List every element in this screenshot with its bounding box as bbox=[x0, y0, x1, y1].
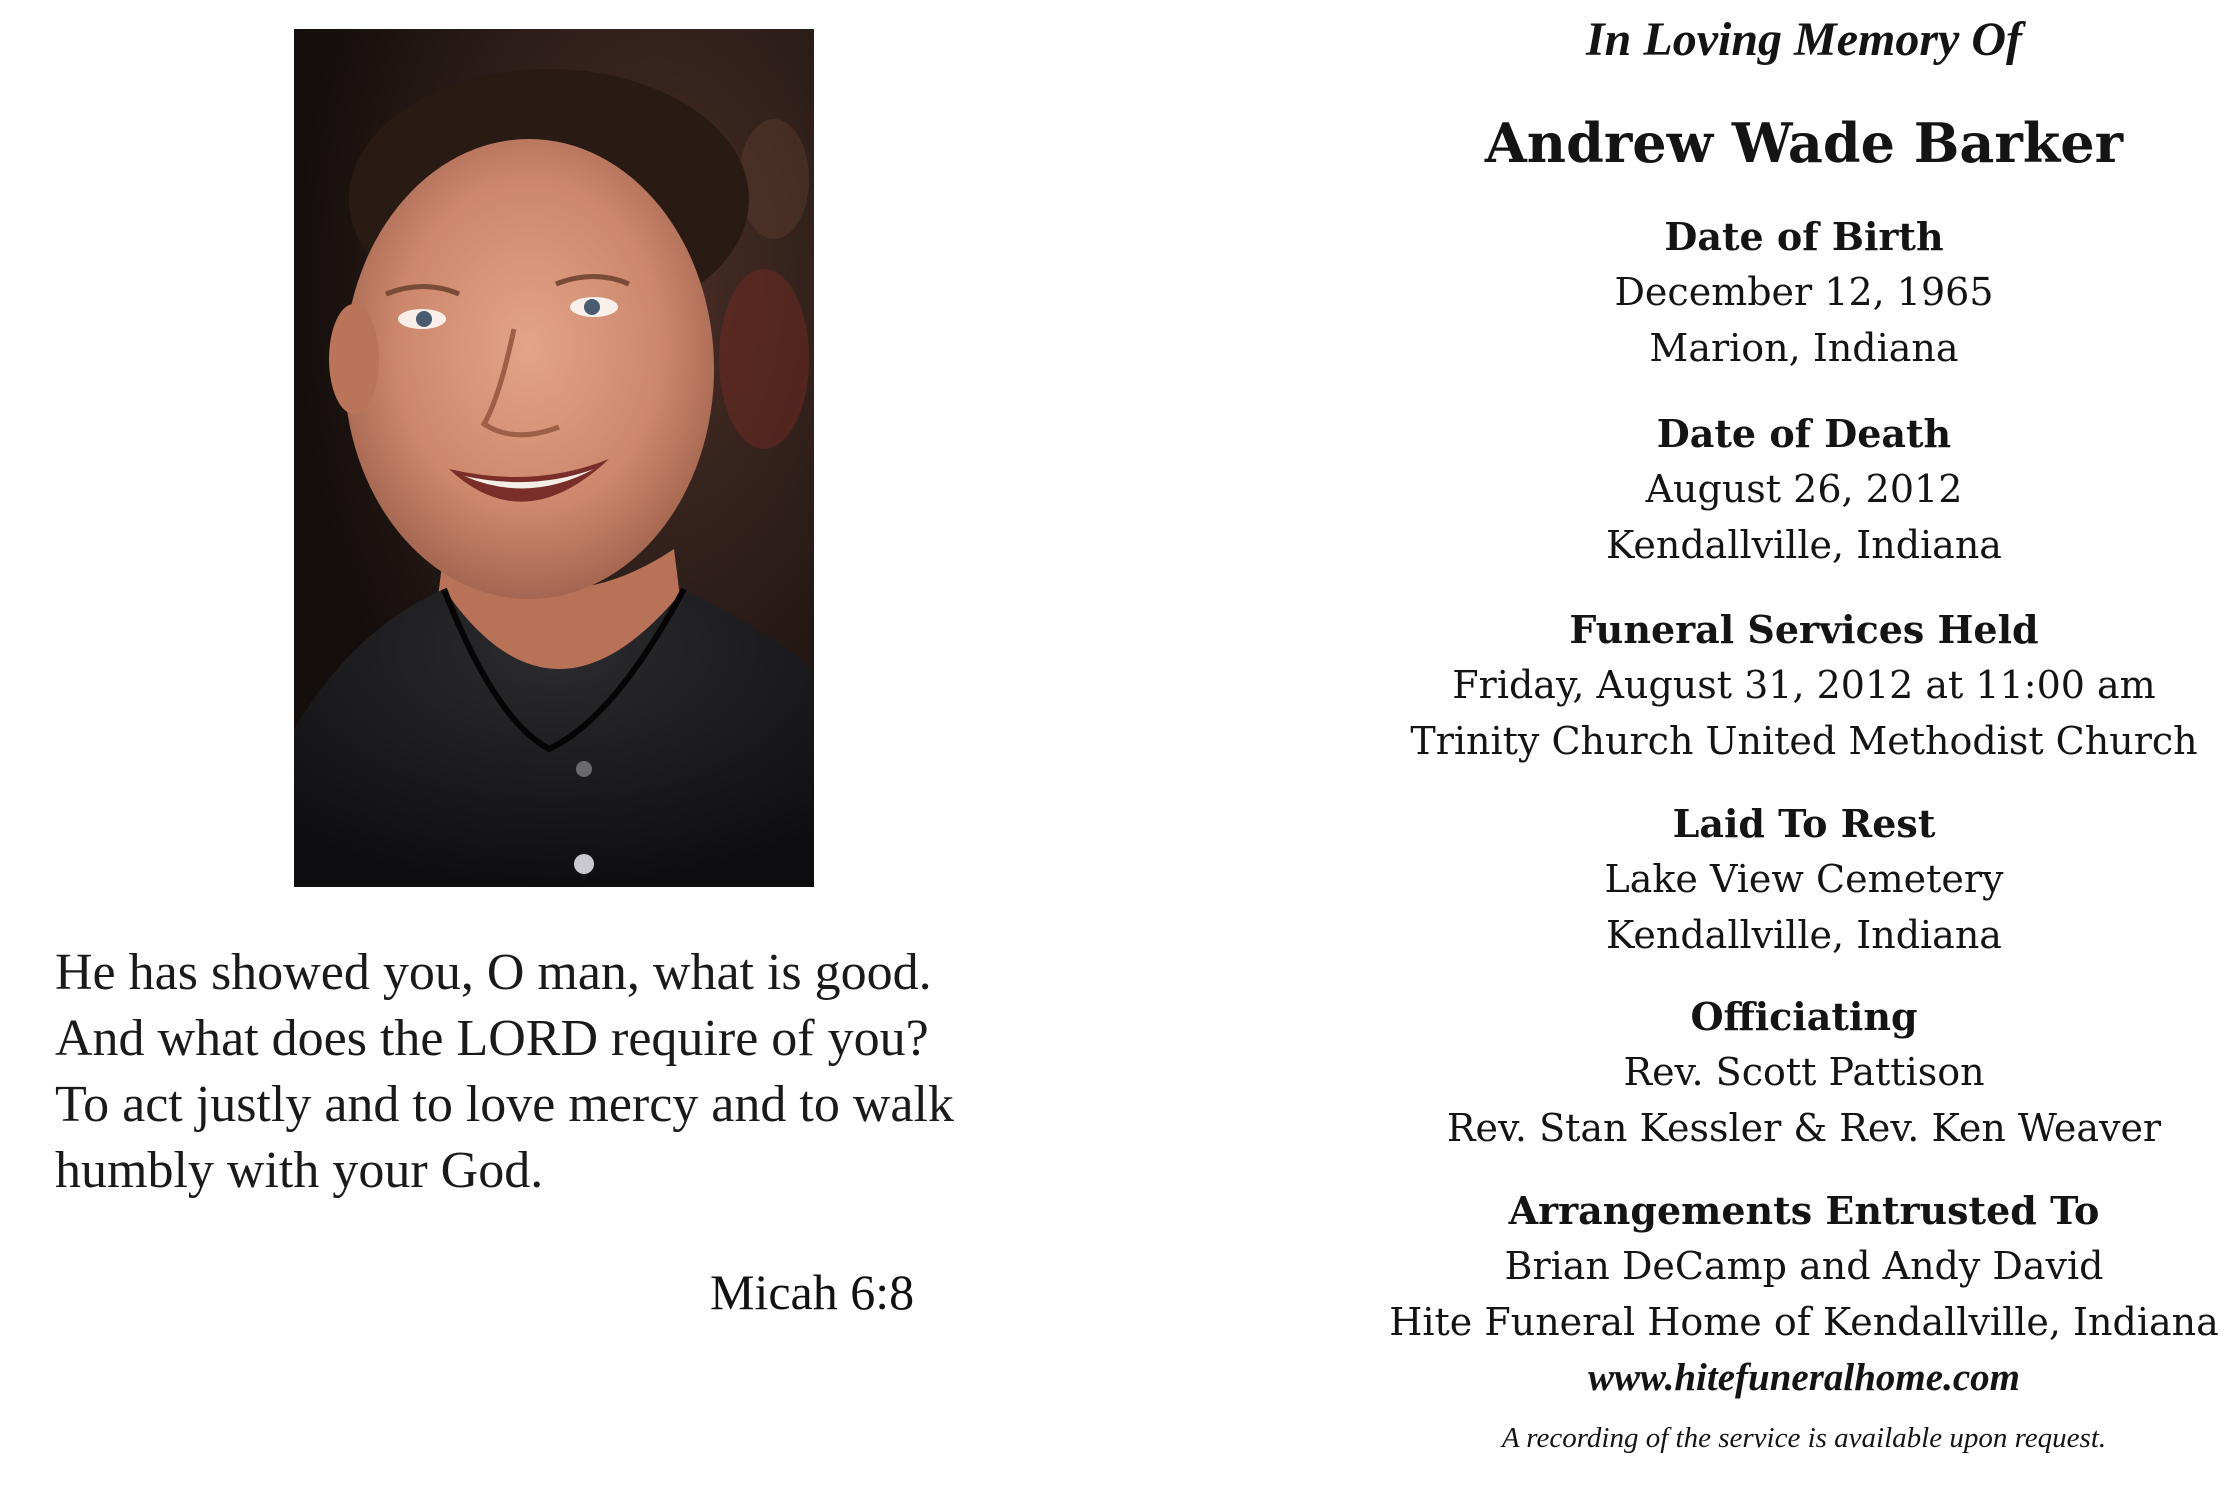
rest-place: Kendallville, Indiana bbox=[1606, 913, 2002, 957]
deceased-name: Andrew Wade Barker bbox=[1484, 111, 2124, 175]
arrangements-heading: Arrangements Entrusted To bbox=[1508, 1188, 2100, 1233]
rest-heading: Laid To Rest bbox=[1672, 801, 1936, 846]
officiant-line: Rev. Stan Kessler & Rev. Ken Weaver bbox=[1446, 1106, 2162, 1150]
memorial-heading: In Loving Memory Of bbox=[1586, 13, 2022, 66]
funeral-datetime: Friday, August 31, 2012 at 11:00 am bbox=[1452, 663, 2156, 707]
verse-citation: Micah 6:8 bbox=[710, 1264, 915, 1320]
verse-line: And what does the LORD require of you? bbox=[55, 1010, 929, 1067]
funeral-home-line: Hite Funeral Home of Kendallville, Indiana bbox=[1389, 1300, 2219, 1344]
portrait-image bbox=[294, 29, 814, 887]
death-date: August 26, 2012 bbox=[1645, 467, 1963, 511]
verse-line: humbly with your God. bbox=[55, 1142, 544, 1199]
officiant-line: Rev. Scott Pattison bbox=[1623, 1050, 1985, 1094]
right-panel bbox=[1380, 0, 2228, 1494]
rest-section bbox=[1380, 797, 2228, 963]
death-place: Kendallville, Indiana bbox=[1606, 523, 2002, 567]
officiating-heading: Officiating bbox=[1690, 994, 1918, 1039]
funeral-home-website: www.hitefuneralhome.com bbox=[1588, 1356, 2020, 1399]
scripture-verse bbox=[55, 940, 1095, 1204]
recording-note: A recording of the service is available upon request. bbox=[1501, 1422, 2107, 1454]
officiating-section bbox=[1380, 990, 2228, 1156]
death-section bbox=[1380, 407, 2228, 573]
verse-line: He has showed you, O man, what is good. bbox=[55, 944, 932, 1001]
funeral-section bbox=[1380, 603, 2228, 769]
verse-line: To act justly and to love mercy and to walk bbox=[55, 1076, 954, 1133]
arrangements-section bbox=[1380, 1184, 2228, 1406]
funeral-heading: Funeral Services Held bbox=[1569, 607, 2039, 652]
rest-cemetery: Lake View Cemetery bbox=[1604, 857, 2004, 901]
birth-heading: Date of Birth bbox=[1664, 214, 1944, 259]
arrangements-line: Brian DeCamp and Andy David bbox=[1504, 1244, 2104, 1288]
birth-date: December 12, 1965 bbox=[1614, 270, 1994, 314]
funeral-location: Trinity Church United Methodist Church bbox=[1410, 719, 2198, 763]
death-heading: Date of Death bbox=[1656, 411, 1952, 456]
birth-place: Marion, Indiana bbox=[1649, 326, 1959, 370]
memorial-photo bbox=[294, 29, 814, 887]
birth-section bbox=[1380, 210, 2228, 376]
